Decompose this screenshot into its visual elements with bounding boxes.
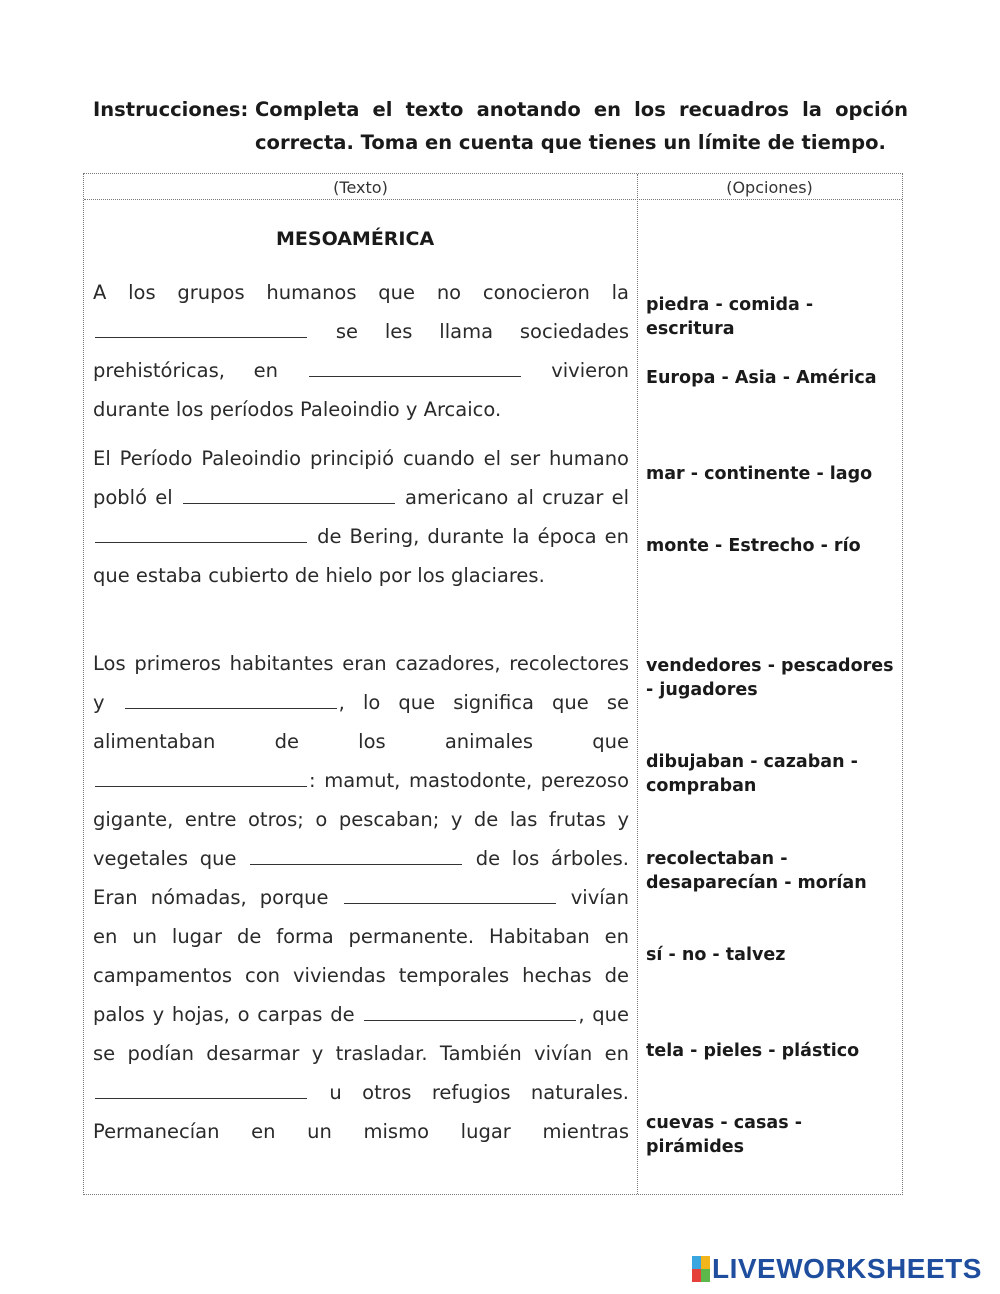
text-segment: , que se podían desarmar y trasladar. También vivían en xyxy=(93,1003,629,1065)
paragraph-1 xyxy=(93,273,629,430)
answer-blank-9[interactable] xyxy=(364,1006,576,1021)
answer-blank-3[interactable] xyxy=(183,489,395,504)
column-divider xyxy=(637,174,638,1194)
answer-blank-5[interactable] xyxy=(125,694,337,709)
answer-blank-2[interactable] xyxy=(309,362,521,377)
text-segment: u otros refugios naturales. Permanecían en un mismo lugar mientras xyxy=(93,1081,629,1143)
text-segment: de Bering, durante la época en que estaba cubierto de hielo por los glaciares. xyxy=(93,525,629,587)
options-4: monte - Estrecho - río xyxy=(646,536,861,556)
options-3: mar - continente - lago xyxy=(646,464,873,484)
instructions-label: Instrucciones: xyxy=(93,98,249,121)
text-segment: vivieron durante los períodos Paleoindio y Arcaico. xyxy=(93,359,629,421)
options-2: Europa - Asia - América xyxy=(646,368,877,388)
text-segment: se les llama sociedades prehistóricas, en xyxy=(93,320,629,382)
paragraph-3 xyxy=(93,644,629,1190)
text-segment: El Período Paleoindio principió cuando el ser humano pobló el xyxy=(93,447,629,509)
text-segment: de los árboles. Eran nómadas, porque xyxy=(93,847,629,909)
options-8: sí - no - talvez xyxy=(646,945,786,965)
header-texto: (Texto) xyxy=(333,178,388,197)
answer-blank-8[interactable] xyxy=(344,889,556,904)
options-10: cuevas - casas - pirámides xyxy=(646,1113,802,1157)
text-segment: vivían en un lugar de forma permanente. Habitaban en campamentos con viviendas temporales hechas de palos y hojas, o carpas de xyxy=(93,886,629,1026)
logo-badge-icon xyxy=(692,1256,710,1282)
header-divider xyxy=(84,199,902,200)
text-segment: americano al cruzar el xyxy=(405,486,629,509)
instructions-text: Completa el texto anotando en los recuadros la opción correcta. Toma en cuenta que tienes un límite de tiempo. xyxy=(255,98,908,154)
text-segment: , lo que significa que se alimentaban de los animales que xyxy=(93,691,629,753)
options-5: vendedores - pescadores - jugadores xyxy=(646,656,894,700)
answer-blank-4[interactable] xyxy=(95,528,307,543)
options-7: recolectaban - desaparecían - morían xyxy=(646,849,867,893)
worksheet-table xyxy=(83,173,903,1195)
header-opciones: (Opciones) xyxy=(726,178,813,197)
section-title: MESOAMÉRICA xyxy=(276,228,435,250)
logo-text: LIVEWORKSHEETS xyxy=(712,1253,982,1284)
text-segment: A los grupos humanos que no conocieron la xyxy=(93,281,629,304)
answer-blank-1[interactable] xyxy=(95,323,307,338)
options-1: piedra - comida - escritura xyxy=(646,295,814,339)
instructions xyxy=(93,93,908,159)
answer-blank-7[interactable] xyxy=(250,850,462,865)
answer-blank-10[interactable] xyxy=(95,1084,307,1099)
text-segment: Los primeros habitantes eran cazadores, recolectores y xyxy=(93,652,629,714)
options-9: tela - pieles - plástico xyxy=(646,1041,860,1061)
options-6: dibujaban - cazaban - compraban xyxy=(646,752,858,796)
liveworksheets-logo xyxy=(692,1254,982,1284)
answer-blank-6[interactable] xyxy=(95,772,307,787)
paragraph-2 xyxy=(93,439,629,635)
text-segment: : mamut, mastodonte, perezoso gigante, entre otros; o pescaban; y de las frutas y vegetales que xyxy=(93,769,629,870)
